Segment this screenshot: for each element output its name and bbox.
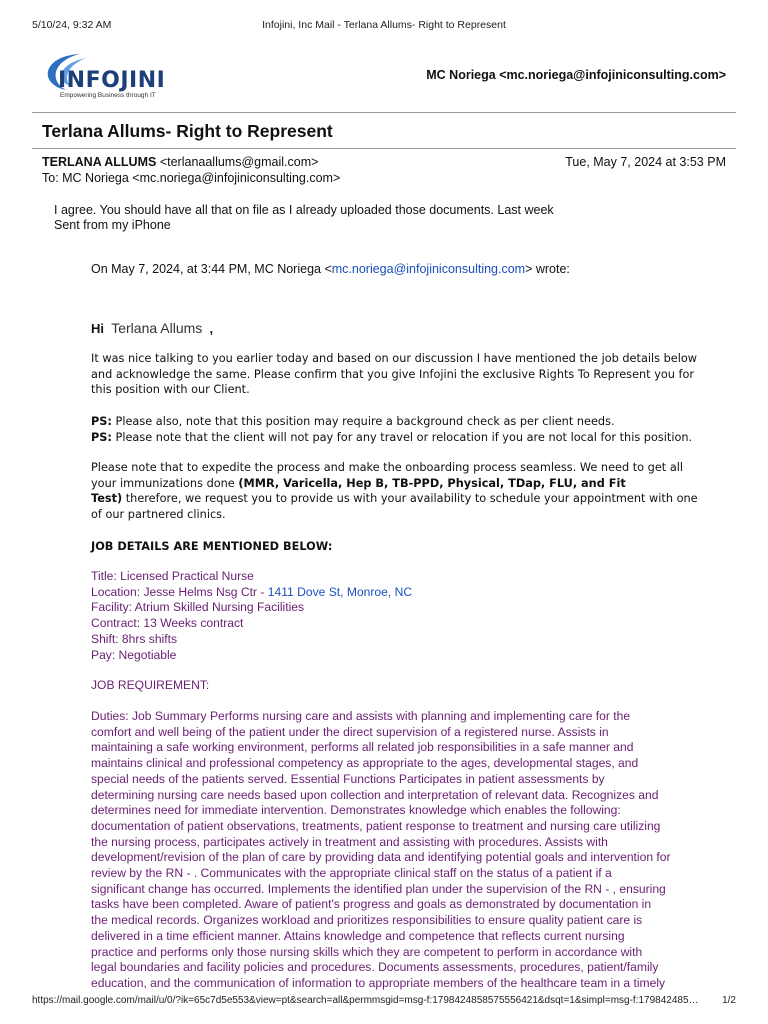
ps-label: PS: bbox=[91, 415, 112, 428]
greeting-hi: Hi bbox=[91, 321, 104, 336]
from-email: <terlanaallums@gmail.com> bbox=[159, 155, 319, 169]
paragraph-line bbox=[91, 491, 698, 507]
job-details bbox=[91, 569, 412, 663]
duties-line: significant change has occurred. Implements the identified plan under the supervision of the RN - , ensuring bbox=[91, 881, 666, 896]
duties-line: the medical records. Organizes workload and prioritizes responsibilities to ensure quality patient care is bbox=[91, 913, 643, 928]
account-name: MC Noriega <mc.noriega@infojiniconsulting.com> bbox=[426, 68, 726, 82]
job-title: Title: Licensed Practical Nurse bbox=[91, 569, 254, 583]
duties-line: Duties: Job Summary Performs nursing care and assists with planning and implementing care for the bbox=[91, 709, 631, 723]
job-shift: Shift: 8hrs shifts bbox=[91, 631, 178, 646]
greeting bbox=[91, 320, 213, 336]
immunizations-list-end: Test) bbox=[91, 492, 123, 505]
duties-line: tasks have been completed. Aware of patient's progress and goals as demonstrated by documentation in bbox=[91, 897, 652, 912]
duties-line: special needs of the patients served. Essential Functions Participates in patient assessments by bbox=[91, 771, 605, 786]
duties-line: education, and the communication of information to appropriate members of the healthcare team in a timely bbox=[91, 975, 666, 990]
paragraph-line: this position with our Client. bbox=[91, 383, 250, 396]
attribution-email-link[interactable]: mc.noriega@infojiniconsulting.com bbox=[331, 262, 526, 276]
duties-line: review by the RN - . Communicates with the appropriate clinical staff on the status of a patient if a bbox=[91, 866, 612, 881]
duties-line: maintains clinical and professional competency as appropriate to the ages, developmental stages, and bbox=[91, 756, 639, 771]
print-datetime: 5/10/24, 9:32 AM bbox=[32, 19, 112, 31]
logo-tagline: Empowering Business through IT bbox=[60, 92, 156, 99]
duties-line: legal boundaries and facility policies and procedures. Documents assessments, procedures, patient/family bbox=[91, 960, 659, 975]
message-date: Tue, May 7, 2024 at 3:53 PM bbox=[565, 155, 726, 169]
from-line bbox=[42, 155, 318, 169]
duties-line: the nursing process, participates actively in treatment and assisting with procedures. Assists with bbox=[91, 834, 608, 849]
paragraph-line: of our partnered clinics. bbox=[91, 507, 226, 521]
logo-text: INFOJINI bbox=[58, 68, 166, 93]
ps-label: PS: bbox=[91, 431, 112, 444]
duties-line: comfort and well being of the patient under the direct supervision of a registered nurse. Assists in bbox=[91, 724, 609, 739]
reply-body-line1: I agree. You should have all that on file as I already uploaded those documents. Last week bbox=[54, 203, 554, 217]
duties-line: determines need for immediate intervention. Demonstrates knowledge which enables the following: bbox=[91, 803, 621, 818]
paragraph-line: Please note that to expedite the process and make the onboarding process seamless. We need to get all bbox=[91, 461, 684, 474]
quote-paragraph-2 bbox=[91, 460, 698, 522]
job-pay: Pay: Negotiable bbox=[91, 647, 177, 662]
job-details-heading: JOB DETAILS ARE MENTIONED BELOW: bbox=[91, 540, 333, 553]
duties-line: practice and performs only those nursing skills which they are competent to perform in accordance with bbox=[91, 944, 643, 959]
ps-text: Please note that the client will not pay for any travel or relocation if you are not local for this position. bbox=[111, 431, 693, 444]
greeting-name: Terlana Allums bbox=[111, 320, 203, 336]
print-page-number: 1/2 bbox=[722, 995, 736, 1006]
email-subject: Terlana Allums- Right to Represent bbox=[42, 121, 333, 141]
attribution-prefix: On May 7, 2024, at 3:44 PM, MC Noriega < bbox=[91, 262, 332, 276]
ps-note-2 bbox=[91, 430, 692, 446]
ps-note-1 bbox=[91, 414, 615, 430]
job-location bbox=[91, 585, 412, 601]
duties-line: determining nursing care needs based upon collection and interpretation of relevant data. Recognizes and bbox=[91, 787, 659, 802]
duties-line: documentation of patient observations, treatments, patient response to treatment and nursing care utilizing bbox=[91, 818, 661, 833]
duties-line: maintaining a safe working environment, performs all related job responsibilities in a safe manner and bbox=[91, 740, 634, 755]
header-divider bbox=[32, 112, 736, 113]
text-run: your immunizations done bbox=[91, 476, 239, 490]
duties-line: delivered in a time efficient manner. Attains knowledge and competence that reflects current nursing bbox=[91, 928, 625, 943]
job-duties bbox=[91, 709, 731, 992]
location-label: Location: Jesse Helms Nsg Ctr - bbox=[91, 584, 268, 599]
location-address-link[interactable]: 1411 Dove St, Monroe, NC bbox=[267, 584, 413, 599]
text-run: therefore, we request you to provide us with your availability to schedule your appointment with one bbox=[122, 492, 698, 505]
print-title: Infojini, Inc Mail - Terlana Allums- Right to Represent bbox=[262, 19, 506, 31]
job-contract: Contract: 13 Weeks contract bbox=[91, 616, 244, 631]
reply-body-line2: Sent from my iPhone bbox=[54, 218, 171, 232]
quote-paragraph-1 bbox=[91, 351, 697, 398]
print-footer-url: https://mail.google.com/mail/u/0/?ik=65c7d5e553&view=pt&search=all&permmsgid=msg-f:1798424858575556421&dsqt=1&simpl=msg-f:179842485… bbox=[32, 995, 699, 1006]
infojini-logo bbox=[36, 50, 186, 108]
paragraph-line: and acknowledge the same. Please confirm that you give Infojini the exclusive Rights To Represent you for bbox=[91, 367, 695, 381]
job-requirement-heading: JOB REQUIREMENT: bbox=[91, 678, 210, 692]
job-facility: Facility: Atrium Skilled Nursing Facilities bbox=[91, 600, 305, 615]
to-line: To: MC Noriega <mc.noriega@infojiniconsulting.com> bbox=[42, 171, 341, 185]
from-name: TERLANA ALLUMS bbox=[42, 155, 157, 169]
duties-line: development/revision of the plan of care by providing data and identifying potential goals and intervention for bbox=[91, 850, 671, 865]
paragraph-line: It was nice talking to you earlier today and based on our discussion I have mentioned the job details below bbox=[91, 352, 698, 365]
ps-text: Please also, note that this position may require a background check as per client needs. bbox=[111, 415, 615, 428]
immunizations-list: (MMR, Varicella, Hep B, TB-PPD, Physical, TDap, FLU, and Fit bbox=[238, 476, 626, 490]
paragraph-line bbox=[91, 476, 698, 492]
greeting-comma: , bbox=[209, 321, 214, 336]
subject-divider bbox=[32, 148, 736, 149]
attribution-suffix: > wrote: bbox=[525, 262, 570, 276]
quote-attribution bbox=[91, 262, 570, 276]
